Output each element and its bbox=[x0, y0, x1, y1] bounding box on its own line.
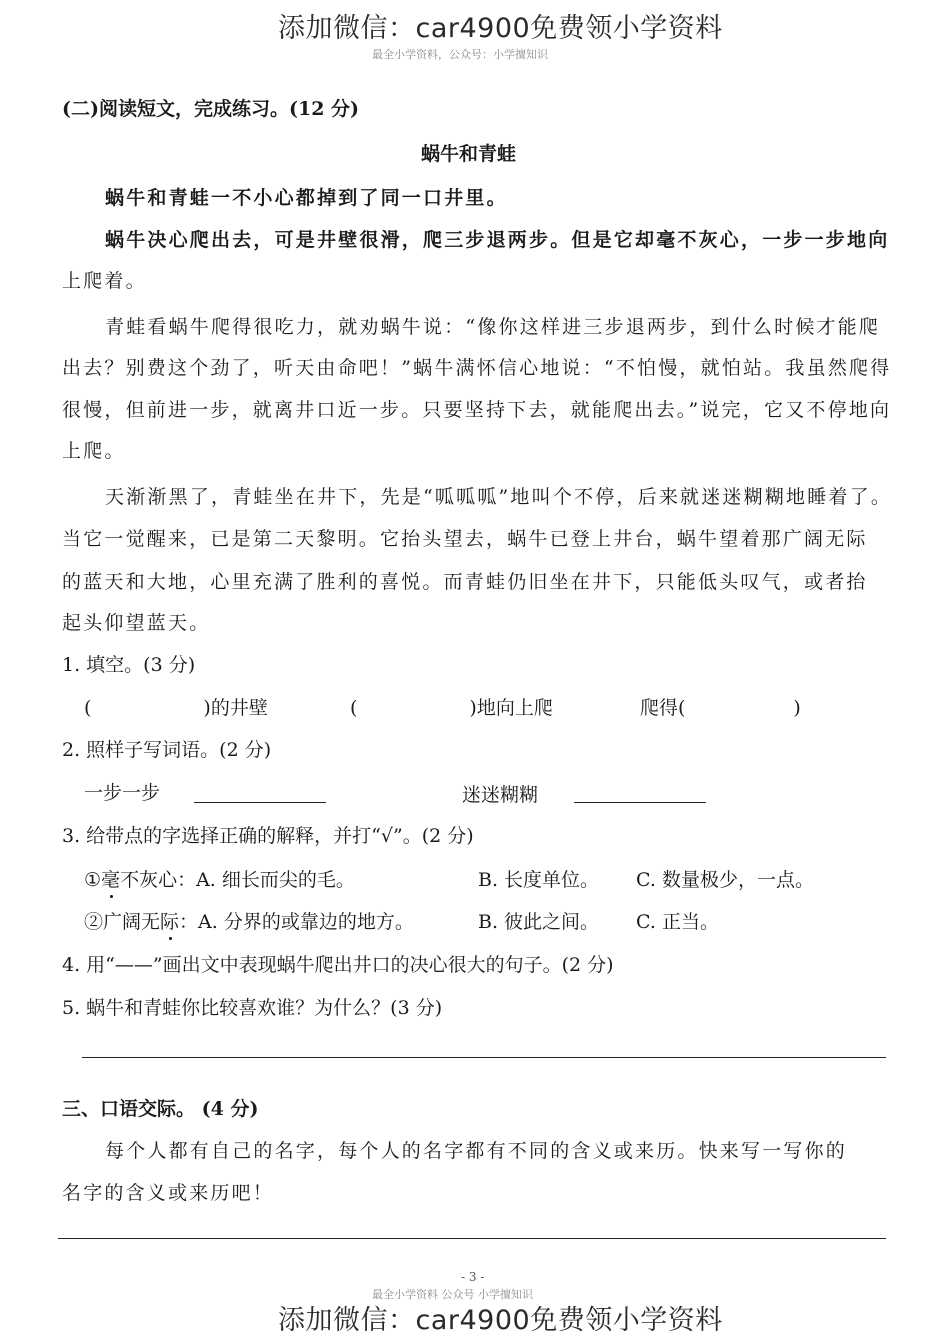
page-number: - 3 - bbox=[461, 1270, 485, 1284]
q1-blank-3[interactable] bbox=[640, 693, 801, 720]
q1-blank-1[interactable] bbox=[84, 693, 268, 720]
question-4-label: 4. 用“——”画出文中表现蜗牛爬出井口的决心很大的句子。(2 分) bbox=[62, 954, 614, 976]
q3-row-1-number: ① bbox=[84, 869, 102, 891]
question-2-label: 2. 照样子写词语。(2 分) bbox=[62, 739, 272, 761]
q3-row-1-option-c[interactable]: C. 数量极少，一点。 bbox=[636, 869, 814, 891]
q2-example-1: 一步一步 bbox=[84, 782, 161, 804]
q3-row-2-dotted-char: 际 bbox=[160, 907, 179, 934]
story-para4-line3: 的蓝天和大地，心里充满了胜利的喜悦。而青蛙仍旧坐在井下，只能低头叹气，或者抬 bbox=[62, 571, 868, 593]
question-1-label: 1. 填空。(3 分) bbox=[62, 654, 196, 676]
q1-blank-3-open: 爬得( bbox=[640, 697, 686, 719]
q3-row-2-option-c[interactable]: C. 正当。 bbox=[636, 911, 719, 933]
q3-row-1-dotted-char: 毫 bbox=[101, 865, 120, 892]
story-para2-line2: 上爬着。 bbox=[62, 270, 147, 292]
q1-blank-2-open: ( bbox=[350, 697, 358, 719]
q3-row-2-prefix: ②广阔无 bbox=[84, 911, 161, 933]
section3-text-line2: 名字的含义或来历吧！ bbox=[62, 1182, 275, 1204]
section2-heading: (二)阅读短文，完成练习。(12 分) bbox=[62, 98, 360, 120]
story-para1: 蜗牛和青蛙一不小心都掉到了同一口井里。 bbox=[105, 187, 508, 209]
question-5-label: 5. 蜗牛和青蛙你比较喜欢谁？为什么？(3 分) bbox=[62, 997, 443, 1019]
section3-heading: 三、口语交际。 (4 分) bbox=[62, 1098, 259, 1120]
section3-text-line1: 每个人都有自己的名字，每个人的名字都有不同的含义或来历。快来写一写你的 bbox=[105, 1140, 848, 1162]
q3-row-2 bbox=[84, 907, 414, 934]
story-para3-line2: 出去？别费这个劲了，听天由命吧！”蜗牛满怀信心地说：“不怕慢，就怕站。我虽然爬得 bbox=[62, 357, 892, 379]
story-para4-line2: 当它一觉醒来，已是第二天黎明。它抬头望去，蜗牛已登上井台，蜗牛望着那广阔无际 bbox=[62, 528, 868, 550]
question-3-label: 3. 给带点的字选择正确的解释，并打“√”。(2 分) bbox=[62, 825, 474, 847]
watermark-banner-top: 添加微信：car4900免费领小学资料 bbox=[278, 13, 723, 44]
watermark-banner-bottom: 添加微信：car4900免费领小学资料 bbox=[278, 1305, 723, 1336]
watermark-faint-bottom: 最全小学资料 公众号 小学擅知识 bbox=[372, 1288, 533, 1301]
q1-blank-1-open: ( bbox=[84, 697, 92, 719]
q1-blank-2[interactable] bbox=[350, 693, 553, 720]
q1-blank-2-close: )地向上爬 bbox=[469, 697, 553, 719]
q1-blank-3-close: ) bbox=[793, 697, 801, 719]
story-para3-line1: 青蛙看蜗牛爬得很吃力，就劝蜗牛说：“像你这样进三步退两步，到什么时候才能爬 bbox=[105, 316, 881, 338]
q3-row-1 bbox=[84, 865, 355, 892]
story-para4-line1: 天渐渐黑了，青蛙坐在井下，先是“呱呱呱”地叫个不停，后来就迷迷糊糊地睡着了。 bbox=[105, 486, 893, 508]
story-para4-line4: 起头仰望蓝天。 bbox=[62, 612, 211, 634]
q1-blank-1-close: )的井壁 bbox=[203, 697, 268, 719]
q2-answer-line-2[interactable] bbox=[574, 802, 706, 803]
q3-row-1-option-b[interactable]: B. 长度单位。 bbox=[478, 869, 600, 891]
story-para3-line3: 很慢，但前进一步，就离井口近一步。只要坚持下去，就能爬出去。”说完，它又不停地向 bbox=[62, 399, 892, 421]
section3-answer-line[interactable] bbox=[58, 1238, 886, 1239]
q3-row-2-option-a[interactable]: ：A. 分界的或靠边的地方。 bbox=[179, 911, 414, 933]
watermark-faint-top: 最全小学资料，公众号：小学擅知识 bbox=[372, 48, 548, 61]
story-para2-line1: 蜗牛决心爬出去，可是井壁很滑，爬三步退两步。但是它却毫不灰心，一步一步地向 bbox=[105, 229, 890, 251]
story-para3-line4: 上爬。 bbox=[62, 440, 126, 462]
story-title: 蜗牛和青蛙 bbox=[421, 143, 517, 165]
q3-row-1-option-a[interactable]: 不灰心：A. 细长而尖的毛。 bbox=[120, 869, 355, 891]
q2-example-2: 迷迷糊糊 bbox=[462, 784, 539, 806]
q5-answer-line[interactable] bbox=[82, 1057, 886, 1058]
q2-answer-line-1[interactable] bbox=[194, 802, 326, 803]
q3-row-2-option-b[interactable]: B. 彼此之间。 bbox=[478, 911, 600, 933]
